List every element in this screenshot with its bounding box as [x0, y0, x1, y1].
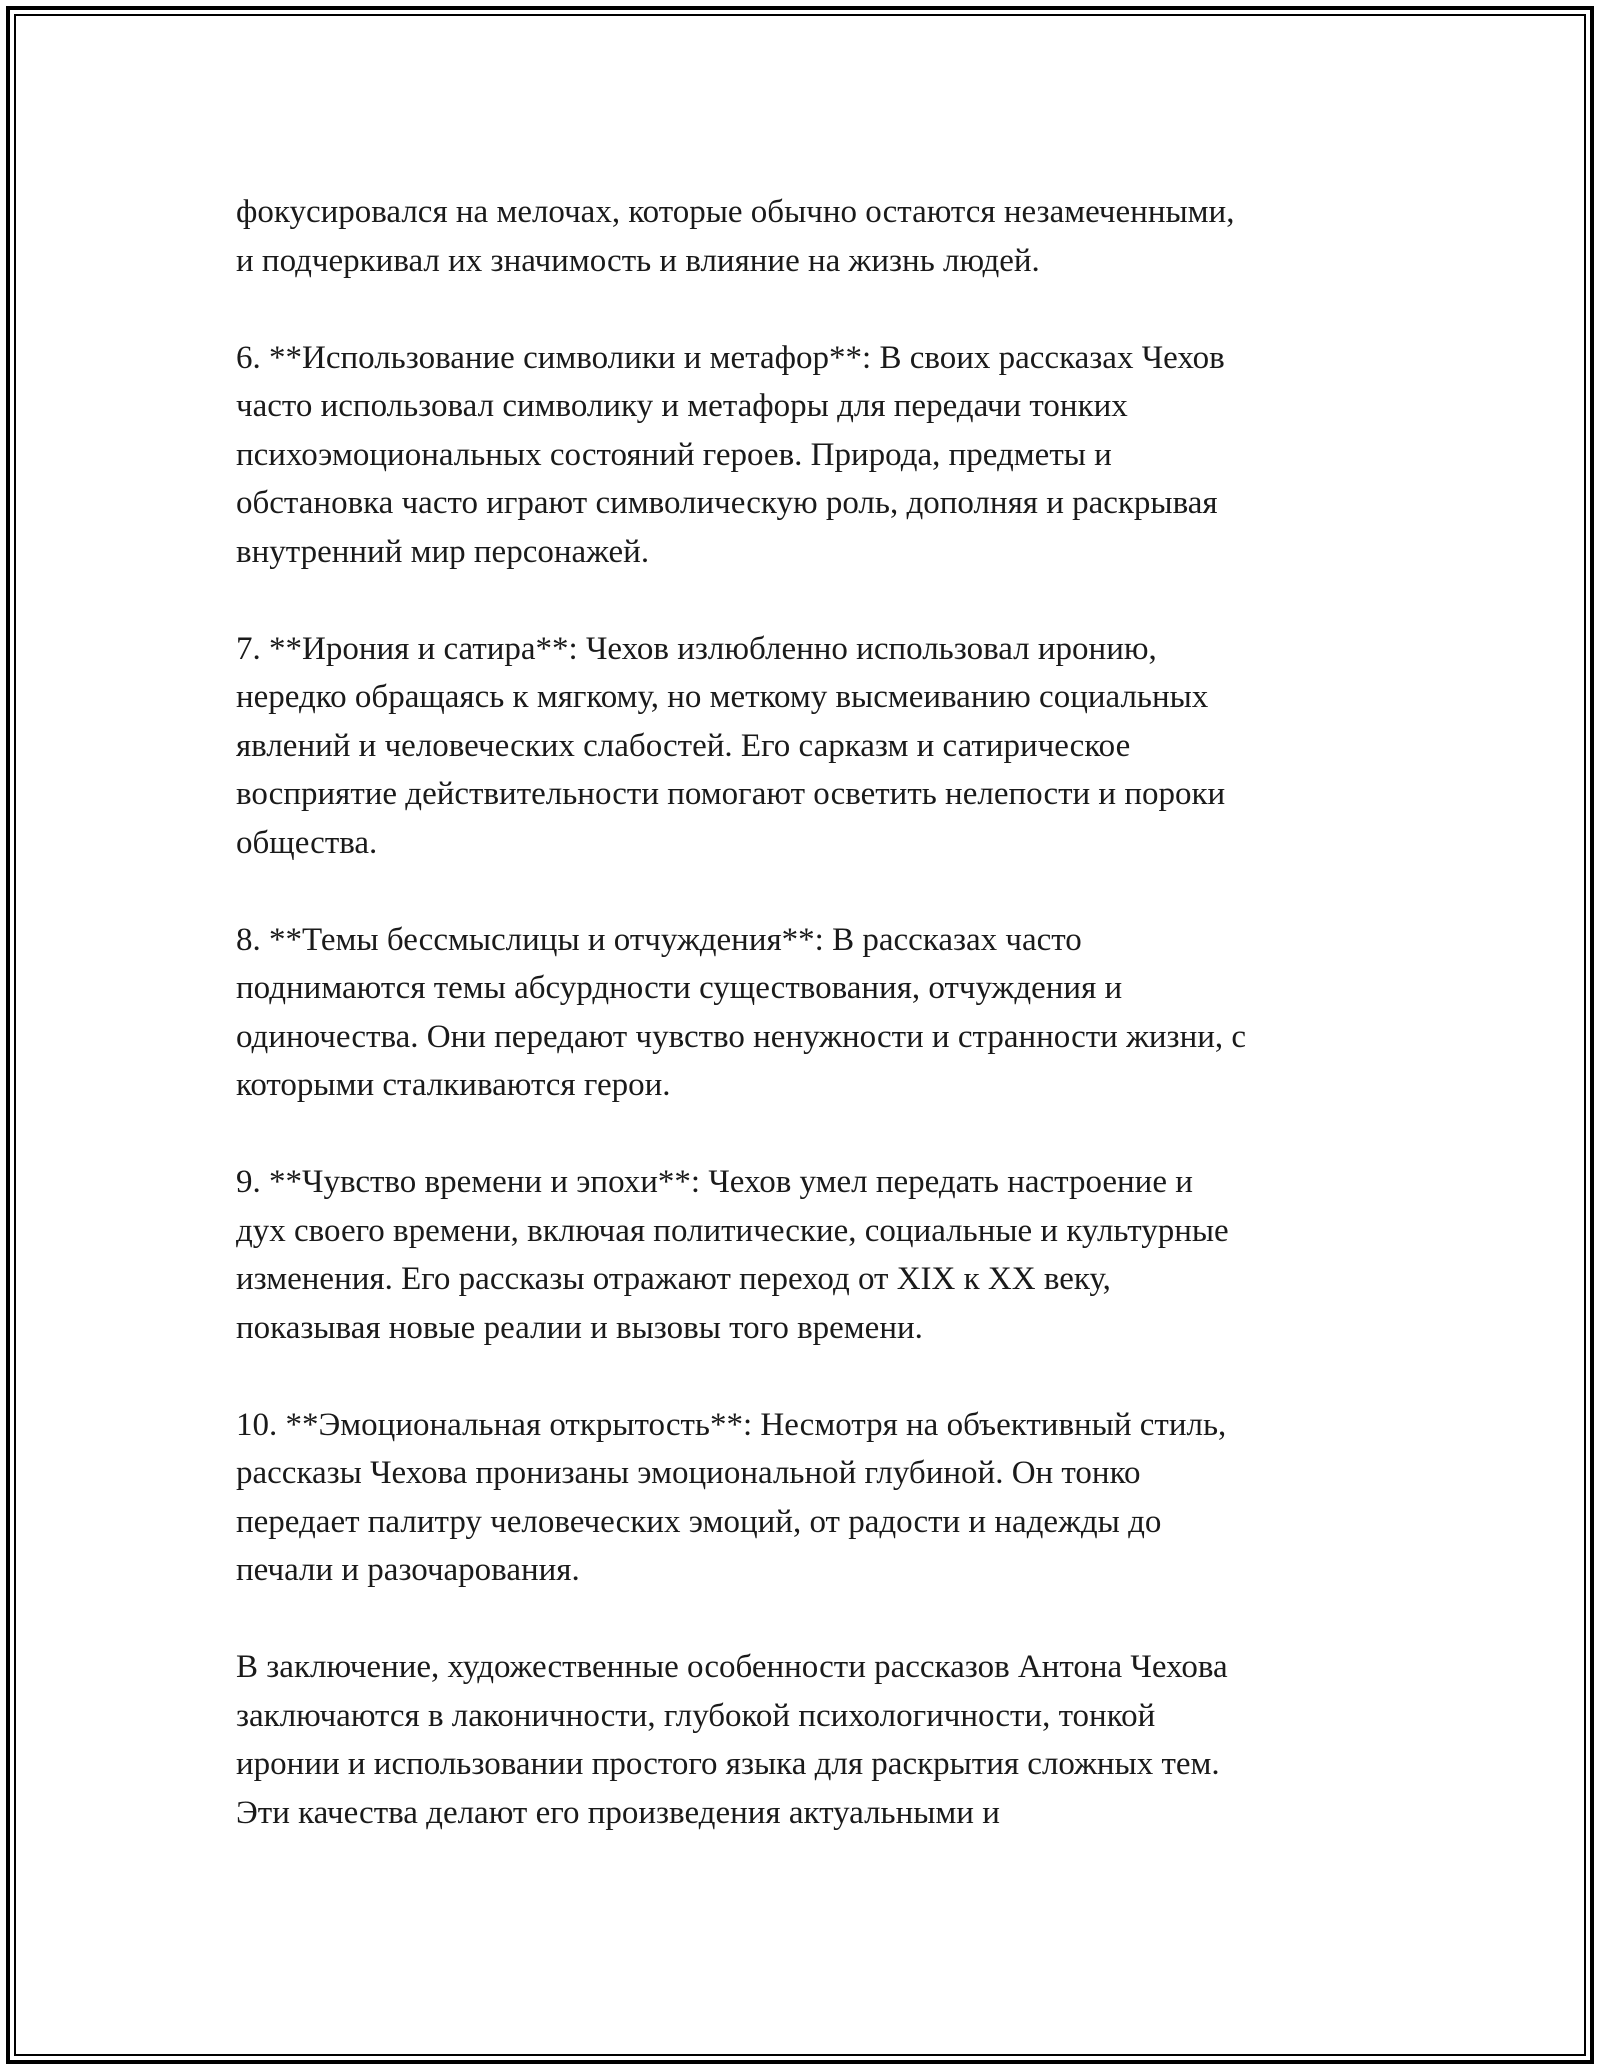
text-line: фокусировался на мелочах, которые обычно остаются незамеченными,: [236, 194, 1235, 230]
text-line: поднимаются темы абсурдности существования, отчуждения и: [236, 970, 1123, 1006]
text-line: 6. **Использование символики и метафор**: В своих рассказах Чехов: [236, 339, 1225, 376]
text-line: 7. **Ирония и сатира**: Чехов излюбленно использовал иронию,: [236, 630, 1157, 667]
paragraph-item-10: [236, 1401, 1396, 1595]
text-line: иронии и использовании простого языка для раскрытия сложных тем.: [236, 1746, 1220, 1782]
text-line: рассказы Чехова пронизаны эмоциональной глубиной. Он тонко: [236, 1455, 1141, 1491]
text-line: общества.: [236, 824, 378, 861]
text-line: которыми сталкиваются герои.: [236, 1067, 671, 1103]
document-body: [236, 188, 1396, 1886]
paragraph-continuation: [236, 188, 1396, 285]
paragraph-item-9: [236, 1158, 1396, 1352]
text-line: 9. **Чувство времени и эпохи**: Чехов умел передать настроение и: [236, 1164, 1193, 1200]
text-line: изменения. Его рассказы отражают переход от XIX к XX веку,: [236, 1261, 1111, 1297]
text-line: 8. **Темы бессмыслицы и отчуждения**: В рассказах часто: [236, 921, 1082, 958]
paragraph-item-8: [236, 916, 1396, 1110]
text-line: печали и разочарования.: [236, 1552, 580, 1588]
text-line: показывая новые реалии и вызовы того времени.: [236, 1309, 923, 1346]
text-line: 10. **Эмоциональная открытость**: Несмотря на объективный стиль,: [236, 1406, 1227, 1443]
text-line: дух своего времени, включая политические, социальные и культурные: [236, 1212, 1229, 1249]
text-line: внутренний мир персонажей.: [236, 533, 650, 570]
text-line: В заключение, художественные особенности рассказов Антона Чехова: [236, 1649, 1228, 1685]
paragraph-item-6: [236, 334, 1396, 577]
text-line: одиночества. Они передают чувство ненужности и странности жизни, с: [236, 1018, 1247, 1055]
text-line: Эти качества делают его произведения актуальными и: [236, 1794, 1000, 1831]
paragraph-conclusion: [236, 1643, 1396, 1837]
paragraph-item-7: [236, 625, 1396, 868]
text-line: заключаются в лаконичности, глубокой психологичности, тонкой: [236, 1697, 1156, 1734]
text-line: нередко обращаясь к мягкому, но меткому высмеиванию социальных: [236, 679, 1209, 715]
text-line: часто использовал символику и метафоры для передачи тонких: [236, 388, 1128, 424]
text-line: явлений и человеческих слабостей. Его сарказм и сатирическое: [236, 727, 1131, 764]
text-line: передает палитру человеческих эмоций, от радости и надежды до: [236, 1503, 1162, 1540]
text-line: обстановка часто играют символическую роль, дополняя и раскрывая: [236, 485, 1218, 521]
text-line: психоэмоциональных состояний героев. Природа, предметы и: [236, 436, 1112, 473]
text-line: и подчеркивал их значимость и влияние на жизнь людей.: [236, 242, 1040, 279]
text-line: восприятие действительности помогают осветить нелепости и пороки: [236, 776, 1226, 812]
